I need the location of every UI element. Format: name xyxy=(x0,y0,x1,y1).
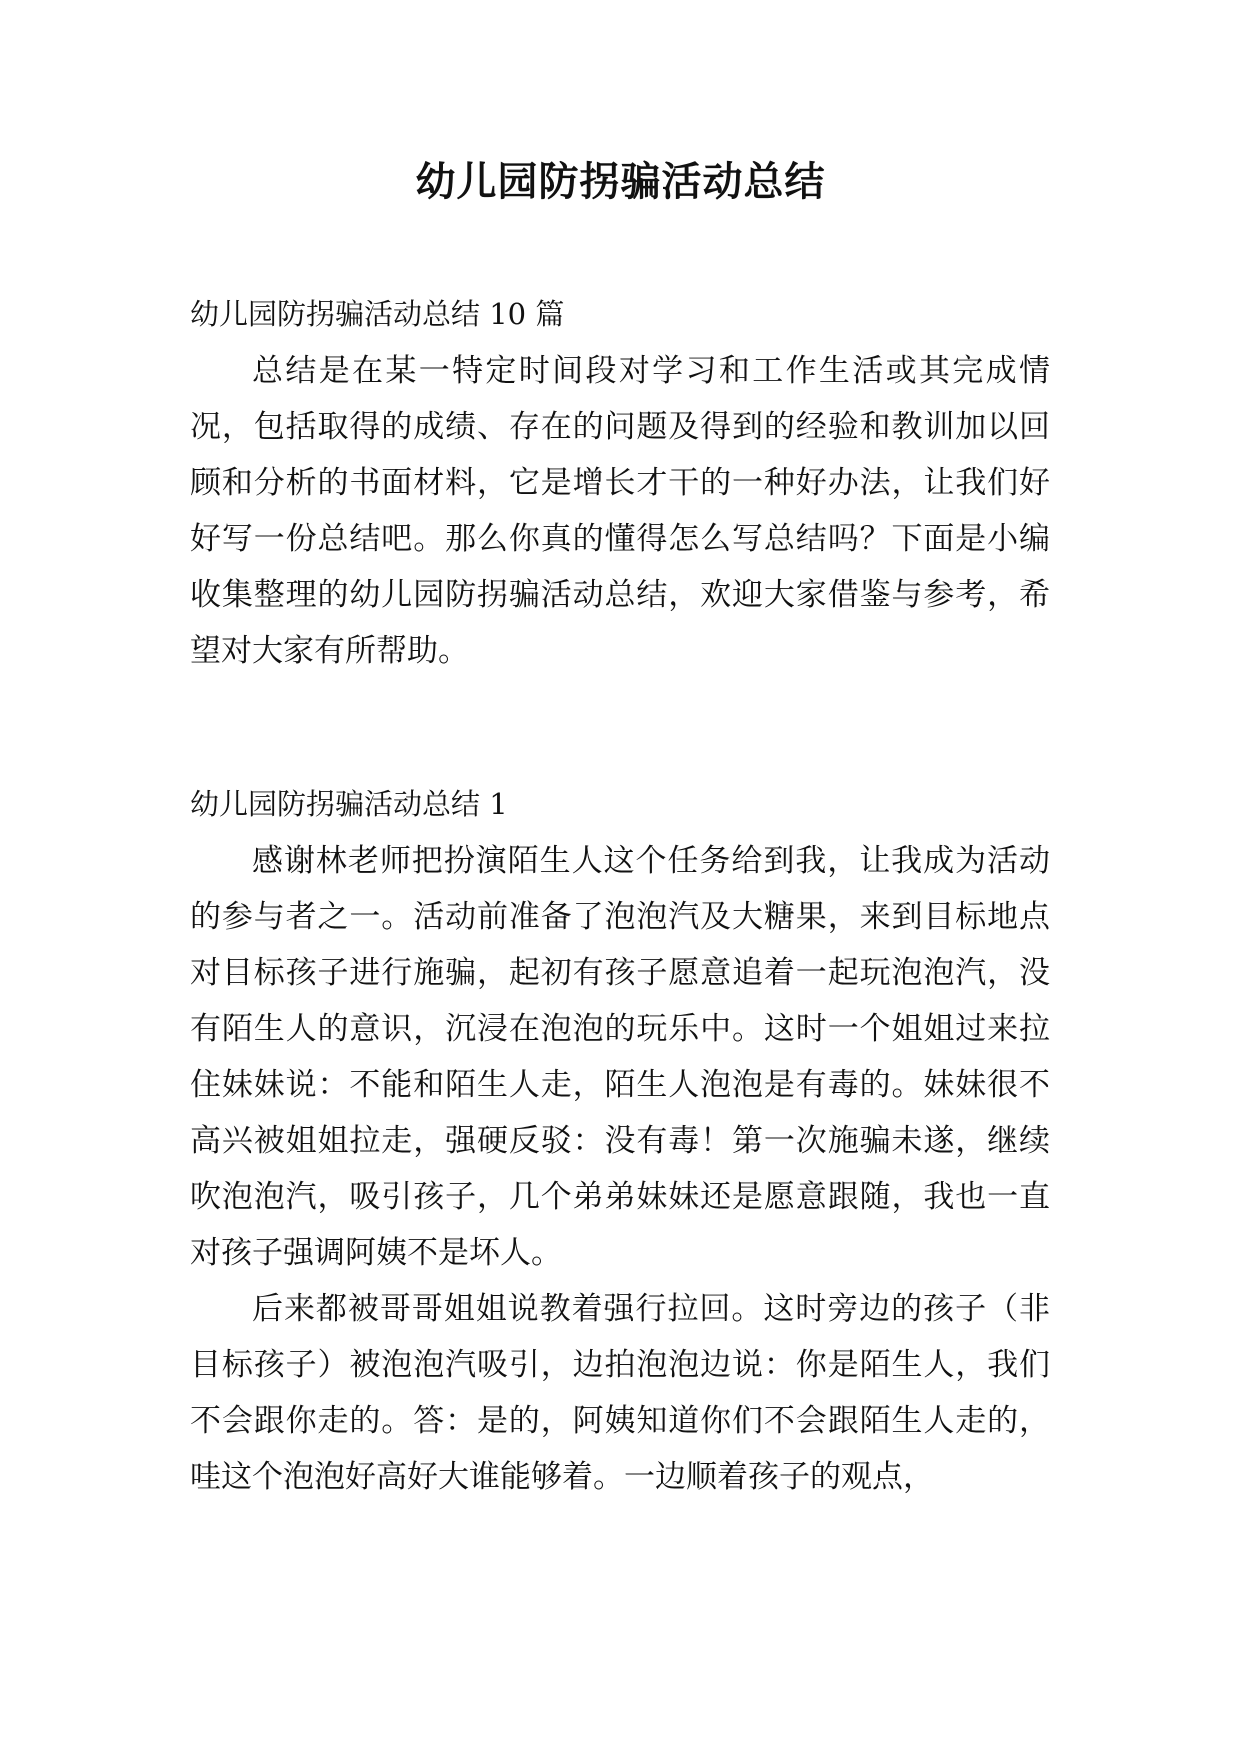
intro-section xyxy=(190,285,1050,679)
body-paragraph: 总结是在某一特定时间段对学习和工作生活或其完成情况，包括取得的成绩、存在的问题及得到的经验和教训加以回顾和分析的书面材料，它是增长才干的一种好办法，让我们好好写一份总结吧。那么你真的懂得怎么写总结吗？下面是小编收集整理的幼儿园防拐骗活动总结，欢迎大家借鉴与参考，希望对大家有所帮助。 xyxy=(190,353,1050,669)
page-title: 幼儿园防拐骗活动总结 xyxy=(415,159,826,205)
body-paragraph: 后来都被哥哥姐姐说教着强行拉回。这时旁边的孩子（非目标孩子）被泡泡汽吸引，边拍泡泡边说：你是陌生人，我们不会跟你走的。答：是的，阿姨知道你们不会跟陌生人走的，哇这个泡泡好高好大谁能够着。一边顺着孩子的观点， xyxy=(190,1291,1050,1495)
summary-1-section xyxy=(190,775,1050,1505)
section-heading: 幼儿园防拐骗活动总结 1 xyxy=(190,787,508,821)
section-heading: 幼儿园防拐骗活动总结 10 篇 xyxy=(190,297,565,331)
body-paragraph: 感谢林老师把扮演陌生人这个任务给到我，让我成为活动的参与者之一。活动前准备了泡泡汽及大糖果，来到目标地点对目标孩子进行施骗，起初有孩子愿意追着一起玩泡泡汽，没有陌生人的意识，沉浸在泡泡的玩乐中。这时一个姐姐过来拉住妹妹说：不能和陌生人走，陌生人泡泡是有毒的。妹妹很不高兴被姐姐拉走，强硬反驳：没有毒！第一次施骗未遂，继续吹泡泡汽，吸引孩子，几个弟弟妹妹还是愿意跟随，我也一直对孩子强调阿姨不是坏人。 xyxy=(190,843,1050,1271)
